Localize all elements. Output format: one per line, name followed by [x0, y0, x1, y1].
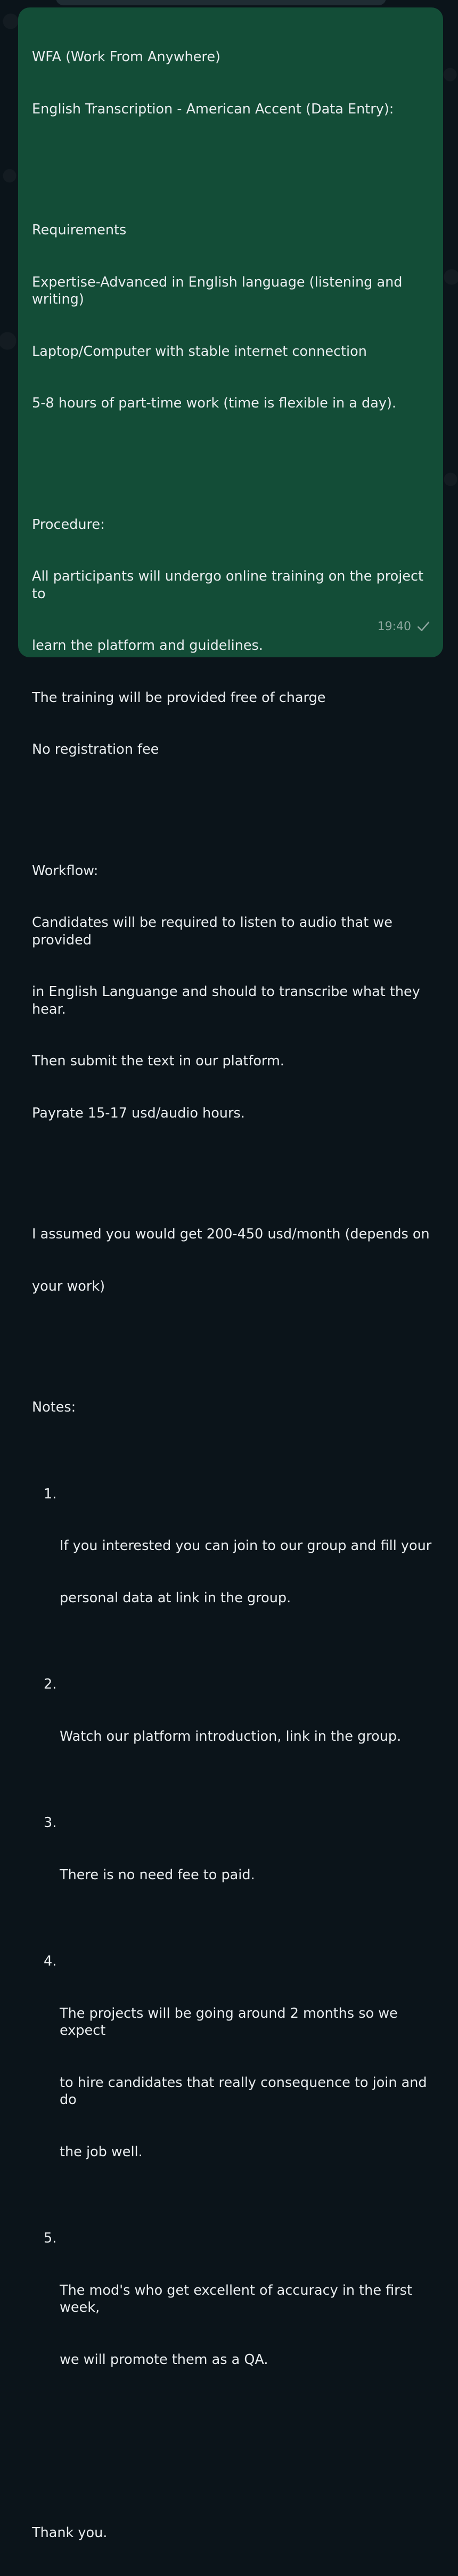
note-line: Watch our platform introduction, link in the group. [60, 1728, 402, 1744]
requirements-heading: Requirements [32, 222, 127, 238]
message-time: 19:40 [377, 619, 411, 633]
single-check-icon [416, 619, 430, 633]
note-line: The mod's who get excellent of accuracy in the first week, [60, 2282, 417, 2316]
note-line: personal data at link in the group. [60, 1589, 291, 1606]
message-title: WFA (Work From Anywhere) [32, 49, 220, 65]
workflow-heading: Workflow: [32, 862, 99, 879]
note-item [32, 2230, 437, 2403]
note-line: There is no need fee to paid. [60, 1866, 255, 1883]
workflow-line: Candidates will be required to listen to audio that we provided [32, 915, 397, 948]
note-number: 2. [44, 1676, 57, 1692]
procedure-line: No registration fee [32, 741, 159, 757]
workflow-line: in English Languange and should to transcribe what they hear. [32, 984, 424, 1017]
assumption-line: I assumed you would get 200-450 usd/month (depends on [32, 1226, 430, 1242]
notes-heading: Notes: [32, 1399, 76, 1415]
note-line: the job well. [60, 2143, 143, 2160]
requirement-line: 5-8 hours of part-time work (time is flexible in a day). [32, 395, 396, 411]
message-subtitle: English Transcription - American Accent (Data Entry): [32, 101, 394, 117]
workflow-line: Then submit the text in our platform. [32, 1053, 284, 1069]
note-item [32, 1953, 437, 2195]
note-item [32, 1814, 437, 1918]
assumption-line: your work) [32, 1278, 105, 1294]
requirement-line: Expertise-Advanced in English language (listening and writing) [32, 274, 407, 307]
closing-line: Thank you. [32, 2524, 108, 2541]
procedure-line: learn the platform and guidelines. [32, 638, 263, 654]
notes-list [32, 1451, 437, 2438]
requirement-line: Laptop/Computer with stable internet connection [32, 343, 367, 360]
procedure-line: All participants will undergo online training on the project to [32, 568, 428, 602]
note-number: 1. [44, 1486, 57, 1502]
procedure-heading: Procedure: [32, 516, 105, 533]
note-item [32, 1676, 437, 1780]
note-item [32, 1486, 437, 1642]
note-number: 4. [44, 1953, 57, 1969]
note-line: If you interested you can join to our group and fill your [60, 1538, 432, 1554]
note-number: 5. [44, 2230, 57, 2246]
procedure-line: The training will be provided free of charge [32, 689, 326, 706]
note-line: we will promote them as a QA. [60, 2351, 268, 2368]
note-line: to hire candidates that really consequence to join and do [60, 2074, 431, 2108]
note-line: The projects will be going around 2 months so we expect [60, 2005, 402, 2039]
note-number: 3. [44, 1815, 57, 1831]
previous-message-bubble[interactable] [56, 0, 386, 5]
workflow-line: Payrate 15-17 usd/audio hours. [32, 1105, 245, 1121]
message-meta [378, 619, 430, 633]
message-text [32, 14, 437, 2576]
